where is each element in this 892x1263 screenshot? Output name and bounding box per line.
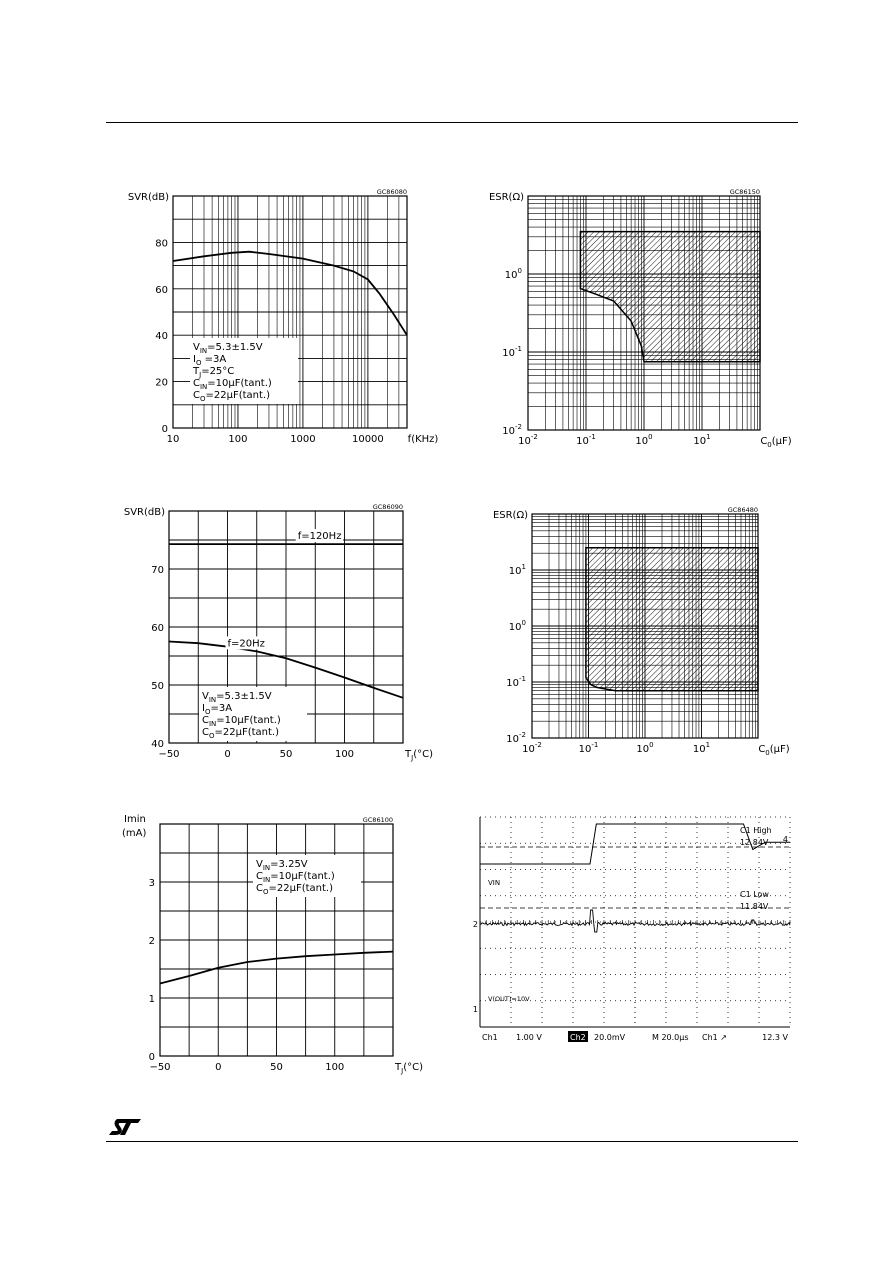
condition-text: $C_{IN}=10\mu F(\tan t.)$	[202, 715, 281, 728]
ch1-label: Ch1	[482, 1033, 498, 1042]
chart-esr-vs-cout-1	[470, 180, 800, 460]
x-tick-label: $10^0$	[636, 741, 654, 755]
timebase: M 20.0µs	[652, 1033, 689, 1042]
ch2-scale: 20.0mV	[594, 1033, 626, 1042]
y-axis-label: SVR(dB)	[127, 192, 169, 203]
condition-text: $V_{IN}=5.3\pm 1.5V$	[193, 342, 263, 355]
chart-code: GC86090	[372, 503, 403, 511]
trigger: Ch1 ↗	[702, 1033, 727, 1042]
trigger-level: 12.3 V	[762, 1033, 788, 1042]
ch2-label: Ch2	[570, 1033, 586, 1042]
y-tick-label: 2	[148, 936, 155, 947]
footer-rule	[106, 1141, 798, 1142]
chart-imin-vs-temperature	[100, 805, 430, 1085]
x-tick-label: 10000	[351, 434, 384, 445]
y-tick-label: $10^0$	[504, 267, 522, 281]
x-tick-label: 100	[325, 1062, 345, 1073]
chart-code: GC86480	[727, 506, 758, 514]
y-axis-label: ESR(Ω)	[492, 510, 528, 521]
chart-esr-vs-cout-2	[470, 495, 800, 775]
vin-label: VIN	[488, 879, 501, 887]
x-tick-label: $10^0$	[635, 433, 653, 447]
x-tick-label: 100	[228, 434, 248, 445]
y-tick-label: $10^1$	[508, 563, 526, 577]
c1-low-value: 11.84V	[740, 902, 769, 911]
x-tick-label: 10	[166, 434, 180, 445]
x-axis-label: $T_J(^\circ C)$	[405, 749, 433, 762]
x-tick-label: 50	[279, 749, 293, 760]
condition-text: $T_J=25^\circ C$	[193, 366, 235, 379]
series-label: f=120Hz	[297, 531, 342, 543]
series-label: f=20Hz	[227, 638, 265, 650]
x-axis-label: $T_J(^\circ C)$	[395, 1062, 423, 1075]
y-axis-label: Imin	[124, 814, 146, 825]
y-tick-label: $10^0$	[508, 619, 526, 633]
x-tick-label: 0	[215, 1062, 222, 1073]
x-tick-label: $10^1$	[693, 433, 711, 447]
y-axis-label: ESR(Ω)	[488, 192, 524, 203]
chart-svr-vs-frequency	[100, 180, 439, 460]
y-tick-label: 40	[155, 331, 168, 343]
x-tick-label: 100	[334, 749, 355, 760]
y-tick-label: $10^{-1}$	[506, 675, 526, 689]
y-tick-label: $10^{-2}$	[502, 423, 522, 437]
x-tick-label: −50	[149, 1062, 171, 1073]
condition-text: $I_O=3A$	[202, 703, 233, 716]
c1-low-label: C1 Low	[740, 890, 769, 899]
condition-text: $C_O=22\mu F(\tan t.)$	[193, 390, 271, 403]
x-tick-label: $10^{-1}$	[576, 433, 596, 447]
stable-region	[580, 232, 760, 362]
right-marker: 4	[782, 835, 788, 844]
chart-code: GC86080	[376, 188, 407, 196]
condition-text: $V_{IN}=3.25V$	[256, 859, 308, 872]
series-line-0	[173, 252, 407, 336]
condition-text: $C_{IN}=10\mu F(\tan t.)$	[193, 378, 272, 391]
chart-svr-vs-temperature	[100, 495, 433, 775]
y-tick-label: $10^{-1}$	[502, 345, 522, 359]
y-tick-label: 20	[155, 377, 168, 389]
x-tick-label: $10^1$	[692, 741, 711, 755]
y-tick-label: 3	[148, 878, 155, 889]
c1-high-value: 12.84V	[740, 838, 769, 847]
x-tick-label: 1000	[290, 434, 316, 445]
y-tick-label: 70	[151, 565, 164, 576]
oscilloscope-capture	[470, 805, 800, 1055]
chart-code: GC86100	[362, 816, 393, 824]
ref-label: V(OUT)=10V	[488, 995, 530, 1003]
condition-text: $C_O=22\mu F(\tan t.)$	[202, 727, 280, 740]
y-tick-label: 80	[155, 238, 168, 250]
st-logo	[108, 1117, 142, 1137]
condition-text: $I_O =3A$	[193, 354, 227, 367]
x-tick-label: $10^{-1}$	[578, 741, 599, 755]
y-tick-label: 0	[161, 424, 168, 435]
y-tick-label: 1	[148, 994, 155, 1005]
stable-region	[586, 548, 758, 691]
y-tick-label: $10^{-2}$	[506, 731, 526, 745]
y-tick-label: 40	[151, 739, 164, 750]
y-tick-label: 50	[151, 681, 164, 692]
y-tick-label: 0	[148, 1052, 155, 1063]
x-tick-label: 0	[224, 749, 231, 760]
y-tick-label: 60	[155, 284, 168, 296]
ch1-scale: 1.00 V	[516, 1033, 542, 1042]
x-tick-label: 50	[270, 1062, 283, 1073]
x-tick-label: $10^{-2}$	[522, 741, 542, 755]
y-tick-label: 60	[151, 623, 164, 634]
condition-text: $V_{IN}=5.3\pm 1.5V$	[202, 691, 272, 704]
c1-high-label: C1 High	[740, 826, 772, 835]
y-axis-label: (mA)	[122, 828, 147, 839]
x-axis-label: f(KHz)	[407, 434, 439, 445]
condition-text: $C_O=22\mu F(\tan t.)$	[256, 883, 334, 896]
marker-2: 2	[472, 920, 478, 929]
chart-code: GC86150	[729, 188, 760, 196]
x-axis-label: $C_0(\mu F)$	[758, 744, 790, 757]
header-rule	[106, 122, 798, 123]
x-tick-label: −50	[158, 749, 180, 760]
y-axis-label: SVR(dB)	[123, 507, 165, 518]
marker-1: 1	[472, 1005, 478, 1014]
condition-text: $C_{IN}=10\mu F(\tan t.)$	[256, 871, 335, 884]
x-tick-label: $10^{-2}$	[518, 433, 538, 447]
x-axis-label: $C_0(\mu F)$	[760, 436, 792, 449]
